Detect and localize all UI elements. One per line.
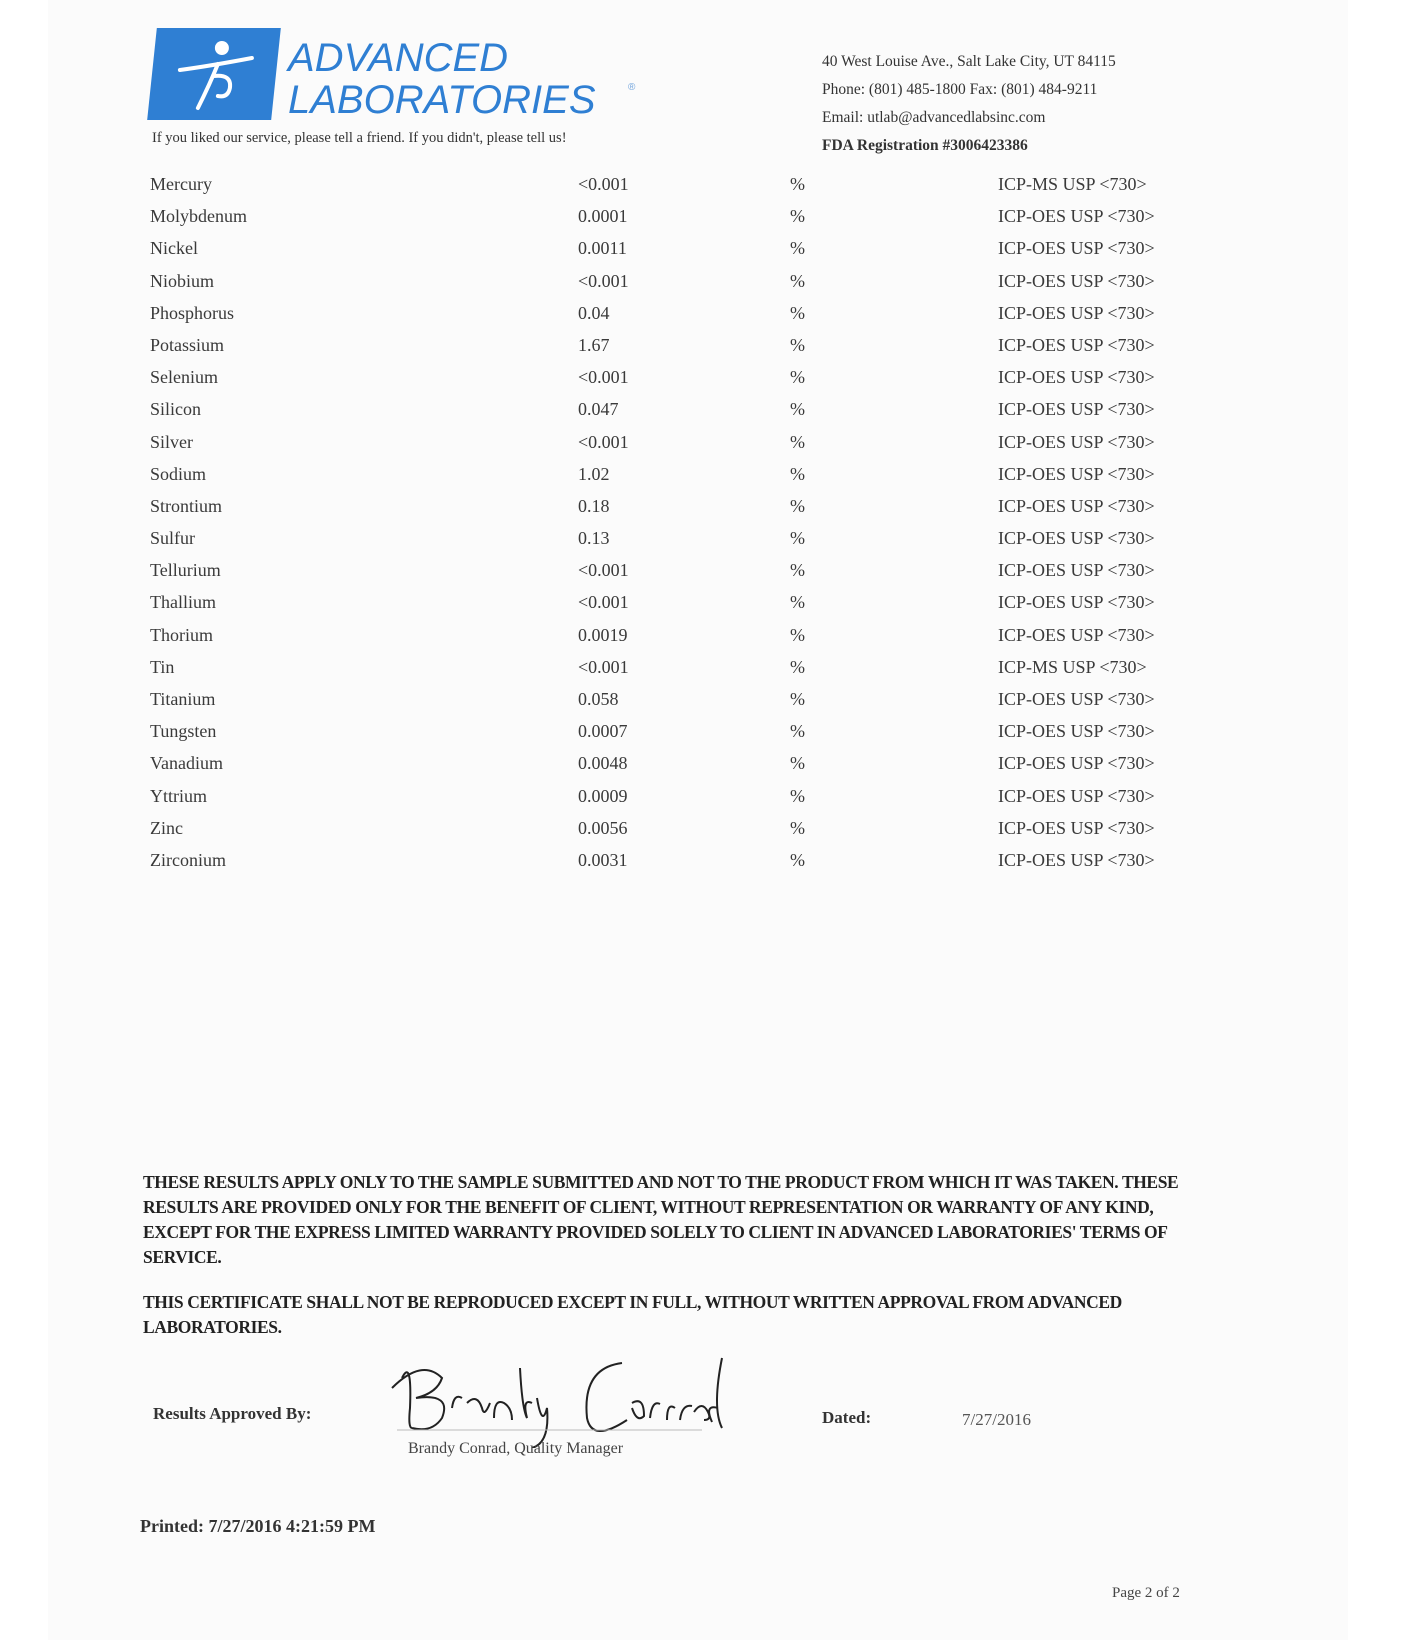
element-name: Mercury — [150, 174, 212, 194]
test-method: ICP-OES USP <730> — [998, 302, 1155, 323]
test-method: ICP-OES USP <730> — [998, 206, 1155, 227]
result-value: 1.02 — [578, 463, 610, 484]
result-value: 0.0048 — [578, 753, 628, 774]
address: 40 West Louise Ave., Salt Lake City, UT 84115 — [822, 53, 1116, 70]
result-unit: % — [790, 528, 805, 549]
element-name: Thorium — [150, 624, 213, 645]
test-method: ICP-OES USP <730> — [998, 495, 1155, 516]
result-value: <0.001 — [578, 367, 629, 388]
test-method: ICP-OES USP <730> — [998, 624, 1155, 645]
dated-label: Dated: — [822, 1408, 872, 1427]
result-value: <0.001 — [578, 270, 629, 291]
result-unit: % — [790, 270, 805, 291]
element-name: Sodium — [150, 463, 207, 484]
signer-name-title: Brandy Conrad, Quality Manager — [408, 1440, 624, 1457]
approved-by-label: Results Approved By: — [153, 1404, 312, 1423]
email: Email: utlab@advancedlabsinc.com — [822, 109, 1046, 126]
result-unit: % — [790, 721, 805, 742]
test-method: ICP-OES USP <730> — [998, 528, 1155, 549]
result-unit: % — [790, 624, 805, 645]
result-value: 0.047 — [578, 399, 619, 420]
result-unit: % — [790, 431, 805, 452]
result-value: <0.001 — [578, 174, 629, 194]
logo-mark — [147, 28, 281, 120]
result-unit: % — [790, 174, 805, 194]
test-method: ICP-OES USP <730> — [998, 721, 1155, 742]
printed-timestamp: Printed: 7/27/2016 4:21:59 PM — [140, 1516, 376, 1536]
disclaimer-reproduction: THIS CERTIFICATE SHALL NOT BE REPRODUCED EXCEPT IN FULL, WITHOUT WRITTEN APPROVAL FROM ADVANCED LABORATORIES. — [143, 1292, 1122, 1337]
test-method: ICP-OES USP <730> — [998, 399, 1155, 420]
result-value: 0.0011 — [578, 238, 627, 259]
result-unit: % — [790, 753, 805, 774]
element-name: Tungsten — [150, 721, 217, 742]
result-value: 0.0007 — [578, 721, 628, 742]
result-value: 1.67 — [578, 334, 610, 355]
result-value: 0.058 — [578, 689, 619, 709]
result-unit: % — [790, 817, 805, 838]
result-unit: % — [790, 689, 805, 709]
result-value: 0.13 — [578, 528, 610, 549]
element-name: Thallium — [150, 592, 216, 613]
test-method: ICP-OES USP <730> — [998, 334, 1155, 355]
element-name: Selenium — [150, 367, 218, 388]
result-unit: % — [790, 367, 805, 388]
element-name: Potassium — [150, 334, 225, 355]
result-value: <0.001 — [578, 592, 629, 613]
runner-figure-icon — [170, 36, 260, 114]
result-value: 0.18 — [578, 495, 610, 516]
page-number: Page 2 of 2 — [1112, 1585, 1180, 1601]
test-method: ICP-OES USP <730> — [998, 560, 1155, 581]
fda-registration: FDA Registration #3006423386 — [822, 137, 1028, 154]
result-value: 0.0009 — [578, 785, 628, 806]
test-method: ICP-OES USP <730> — [998, 849, 1155, 870]
element-name: Zinc — [150, 817, 183, 838]
element-name: Molybdenum — [150, 206, 247, 227]
test-method: ICP-OES USP <730> — [998, 689, 1155, 709]
phone-fax: Phone: (801) 485-1800 Fax: (801) 484-9211 — [822, 81, 1098, 98]
result-value: 0.0056 — [578, 817, 628, 838]
test-method: ICP-OES USP <730> — [998, 431, 1155, 452]
disclaimer-results: THESE RESULTS APPLY ONLY TO THE SAMPLE SUBMITTED AND NOT TO THE PRODUCT FROM WHICH IT WAS TAKEN. THESE RESULTS ARE PROVIDED ONLY FOR THE BENEFIT OF CLIENT, WITHOUT REPRESENTATION OR WARRANTY OF ANY KIND, EXCEPT FOR THE EXPRESS LIMITED WARRANTY PROVIDED SOLELY TO CLIENT IN ADVANCED LABORATORIES' TERMS OF SERVICE. — [143, 1172, 1179, 1267]
result-value: 0.0019 — [578, 624, 628, 645]
result-value: 0.0031 — [578, 849, 628, 870]
element-name: Niobium — [150, 270, 215, 291]
test-method: ICP-OES USP <730> — [998, 753, 1155, 774]
result-unit: % — [790, 849, 805, 870]
result-value: 0.04 — [578, 302, 610, 323]
logo-text-advanced: ADVANCED — [288, 36, 509, 80]
result-unit: % — [790, 785, 805, 806]
test-method: ICP-OES USP <730> — [998, 238, 1155, 259]
element-name: Sulfur — [150, 528, 195, 549]
element-name: Tellurium — [150, 560, 221, 581]
dated-value: 7/27/2016 — [962, 1410, 1031, 1429]
result-unit: % — [790, 302, 805, 323]
element-name: Yttrium — [150, 785, 207, 806]
result-value: <0.001 — [578, 560, 629, 581]
result-unit: % — [790, 560, 805, 581]
result-unit: % — [790, 334, 805, 355]
result-unit: % — [790, 495, 805, 516]
result-value: <0.001 — [578, 431, 629, 452]
contact-block — [822, 48, 1116, 160]
element-name: Phosphorus — [150, 302, 235, 323]
test-method: ICP-OES USP <730> — [998, 785, 1155, 806]
result-unit: % — [790, 656, 805, 677]
element-name: Strontium — [150, 495, 223, 516]
result-unit: % — [790, 206, 805, 227]
element-name: Vanadium — [150, 753, 223, 774]
element-name: Titanium — [150, 689, 216, 709]
tagline: If you liked our service, please tell a friend. If you didn't, please tell us! — [152, 130, 567, 146]
result-unit: % — [790, 592, 805, 613]
element-name: Tin — [150, 656, 175, 677]
result-unit: % — [790, 399, 805, 420]
test-method: ICP-MS USP <730> — [998, 656, 1147, 677]
element-name: Zirconium — [150, 849, 226, 870]
test-method: ICP-MS USP <730> — [998, 174, 1147, 194]
logo-text-laboratories: LABORATORIES — [288, 78, 596, 122]
result-unit: % — [790, 463, 805, 484]
element-name: Nickel — [150, 238, 198, 259]
result-value: 0.0001 — [578, 206, 628, 227]
test-method: ICP-OES USP <730> — [998, 270, 1155, 291]
test-method: ICP-OES USP <730> — [998, 367, 1155, 388]
test-method: ICP-OES USP <730> — [998, 817, 1155, 838]
test-method: ICP-OES USP <730> — [998, 592, 1155, 613]
result-unit: % — [790, 238, 805, 259]
signature — [382, 1348, 742, 1448]
test-method: ICP-OES USP <730> — [998, 463, 1155, 484]
element-name: Silicon — [150, 399, 202, 420]
result-value: <0.001 — [578, 656, 629, 677]
element-name: Silver — [150, 431, 193, 452]
registered-mark: ® — [628, 82, 636, 93]
